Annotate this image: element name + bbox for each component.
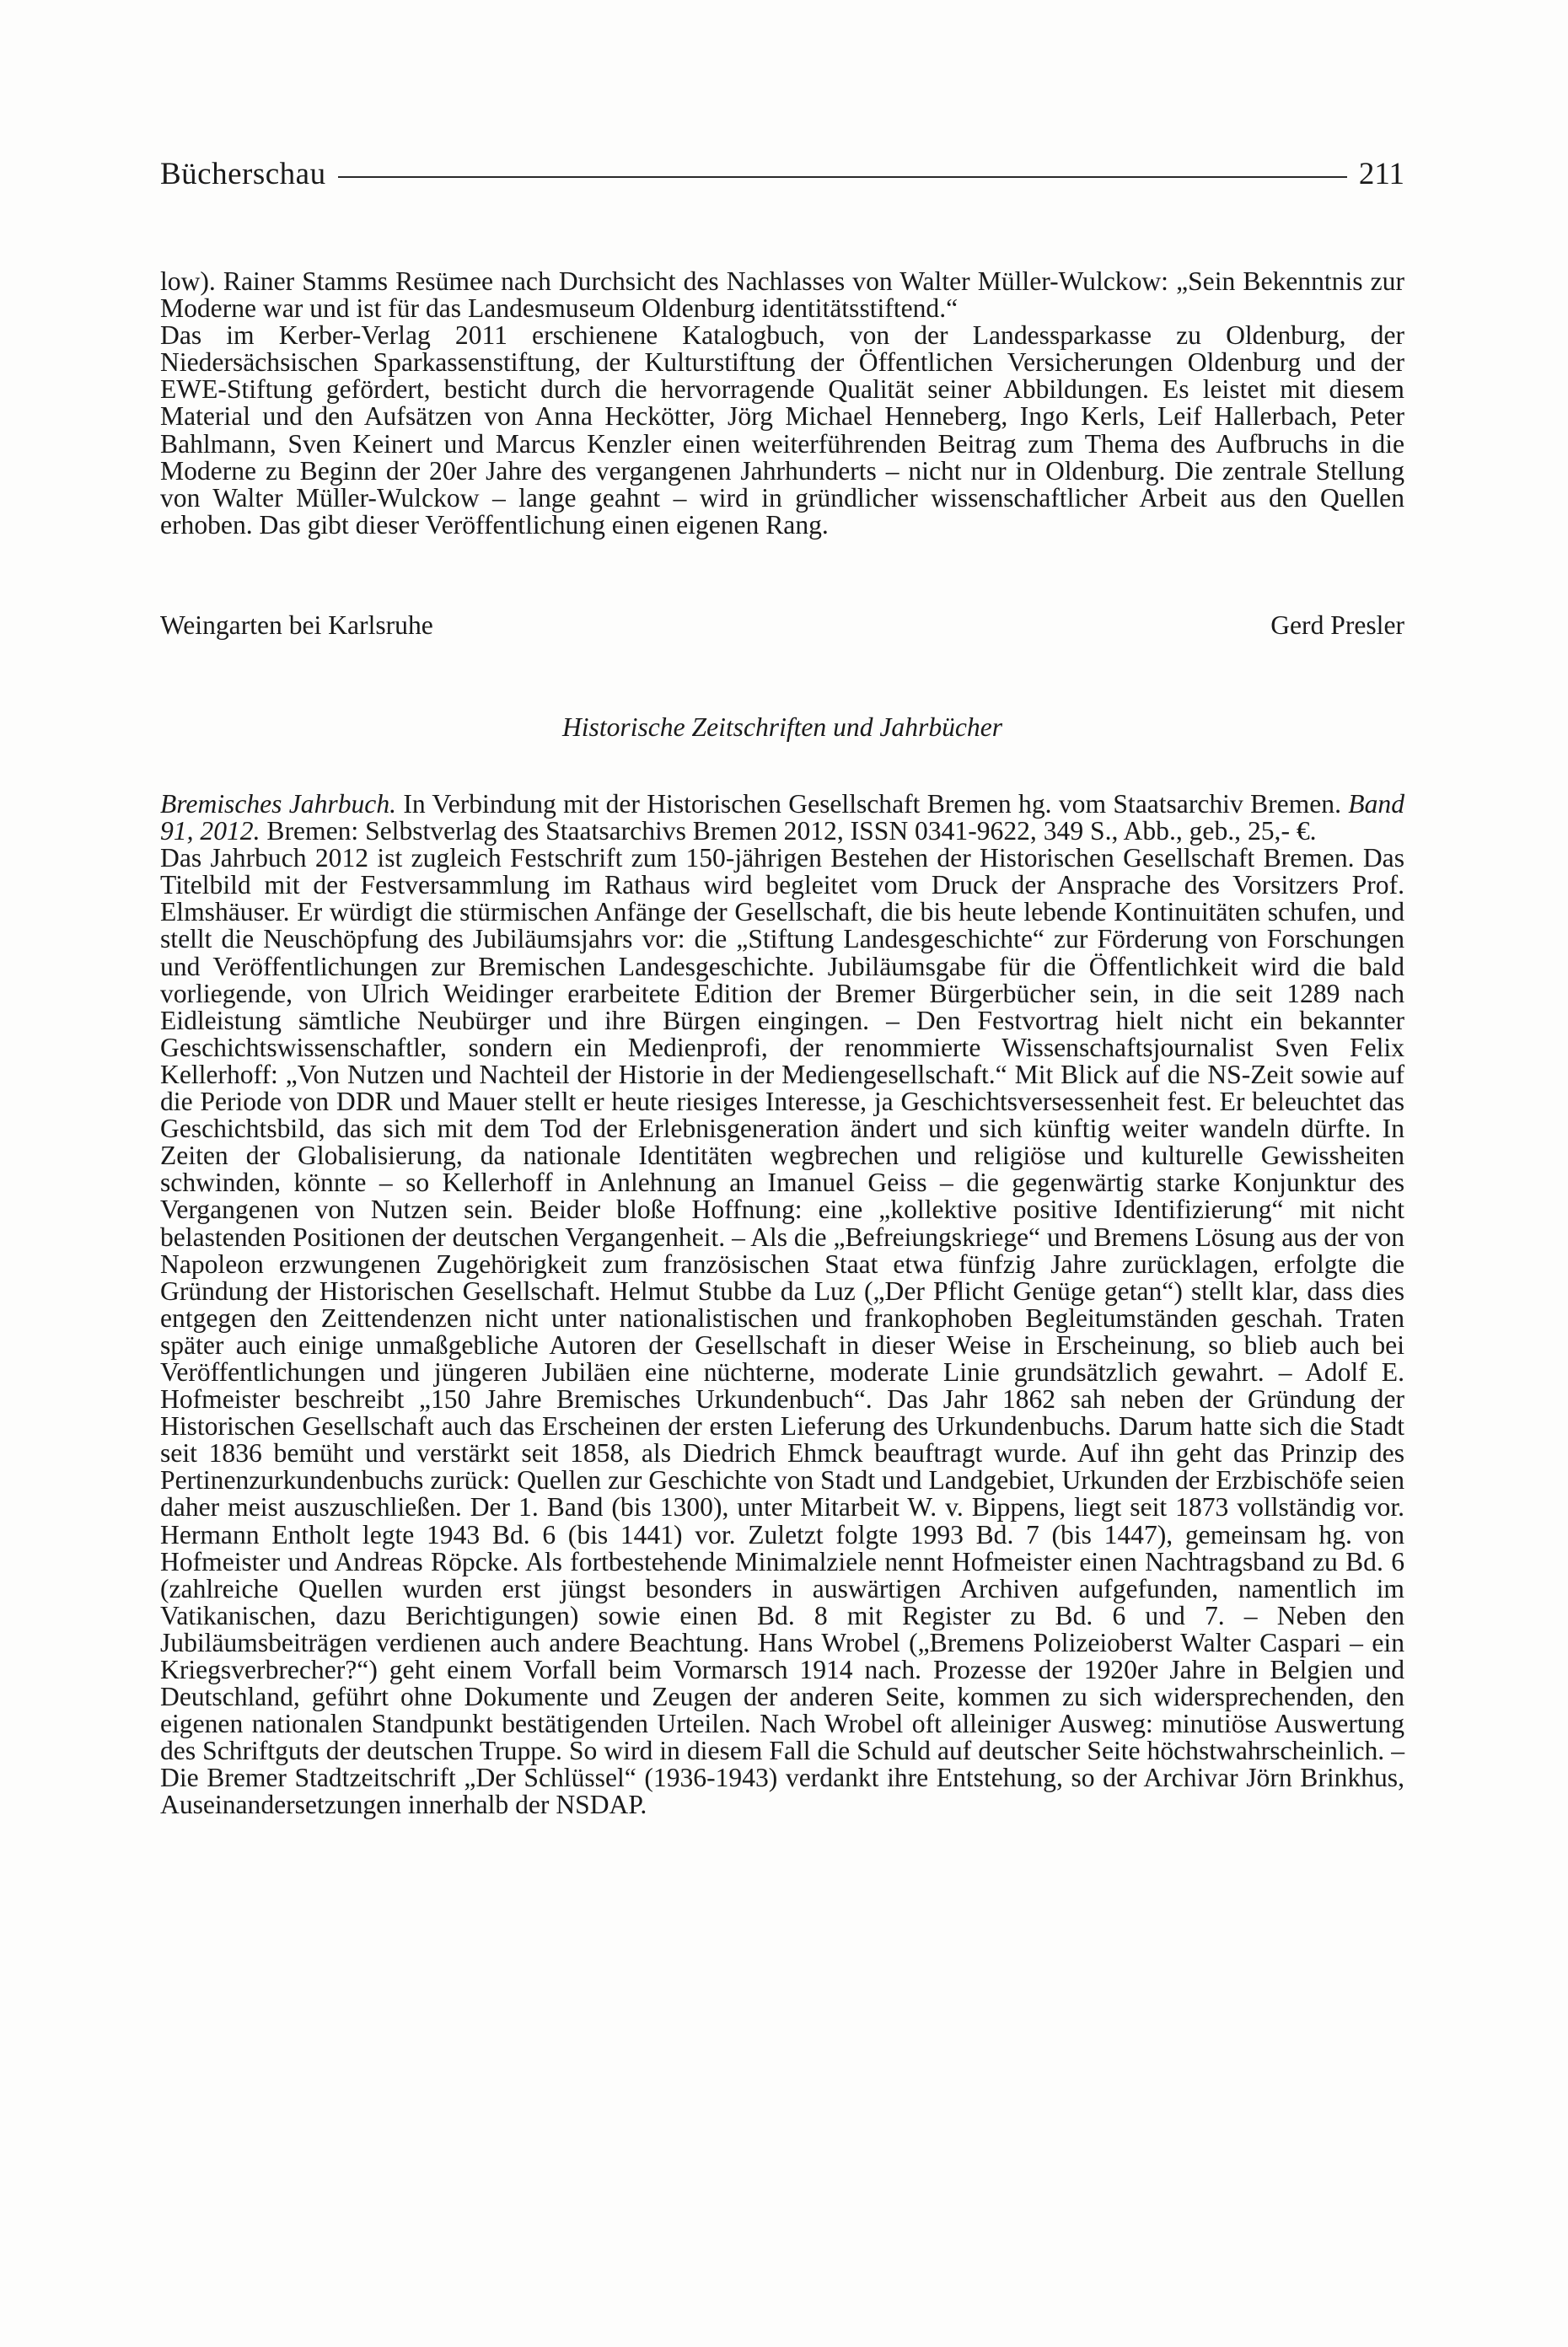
publication-info: Bremen: Selbstverlag des Staatsarchivs Bremen 2012, ISSN 0341-9622, 349 S., Abb., geb., 25,- €.: [260, 816, 1317, 846]
reviewer-name: Gerd Presler: [1270, 610, 1404, 640]
editor-info: In Verbindung mit der Historischen Gesellschaft Bremen hg. vom Staatsarchiv Bremen.: [396, 789, 1349, 819]
paragraph: low). Rainer Stamms Resümee nach Durchsicht des Nachlasses von Walter Müller-Wulckow: „Sein Bekenntnis zur Moderne war und ist für das Landesmuseum Oldenburg identitätsstiftend.“: [160, 266, 1404, 324]
review-muller-wulckow: [160, 268, 1404, 539]
section-title: Bücherschau: [160, 156, 326, 191]
section-heading: Historische Zeitschriften und Jahrbücher: [561, 712, 1003, 742]
bibliographic-entry: [160, 791, 1404, 845]
review-body: Das Jahrbuch 2012 ist zugleich Festschrift zum 150-jährigen Bestehen der Historischen Gesellschaft Bremen. Das Titelbild mit der Festversammlung im Rathaus wird begleitet vom Druck der Ansprache des Vorsitzers Prof. Elmshäuser. Er würdigt die stürmischen Anfänge der Gesellschaft, die bis heute lebende Kontinuitäten schufen, und stellt die Neuschöpfung des Jubiläumsjahrs vor: die „Stiftung Landesgeschichte“ zur Förderung von Forschungen und Veröffentlichungen zur Bremischen Landesgeschichte. Jubiläumsgabe für die Öffentlichkeit wird die bald vorliegende, von Ulrich Weidinger erarbeitete Edition der Bremer Bürgerbücher sein, in die seit 1289 nach Eidleistung sämtliche Neubürger und ihre Bürgen eingingen. – Den Festvortrag hielt nicht ein bekannter Geschichtswissenschaftler, sondern ein Medienprofi, der renommierte Wissenschaftsjournalist Sven Felix Kellerhoff: „Von Nutzen und Nachteil der Historie in der Mediengesellschaft.“ Mit Blick auf die NS-Zeit sowie auf die Periode von DDR und Mauer stellt er heute riesiges Interesse, ja Geschichtsversessenheit fest. Er beleuchtet das Geschichtsbild, das sich mit dem Tod der Erlebnisgeneration ändert und sich künftig weiter wandeln dürfte. In Zeiten der Globalisierung, da nationale Identitäten wegbrechen und religiöse und kulturelle Gewissheiten schwinden, könnte – so Kellerhoff in Anlehnung an Imanuel Geiss – die gegenwärtig starke Konjunktur des Vergangenen von Nutzen sein. Beider bloße Hoffnung: eine „kollektive positive Identifizierung“ mit nicht belastenden Positionen der deutschen Vergangenheit. – Als die „Befreiungskriege“ und Bremens Lösung aus der von Napoleon erzwungenen Zugehörigkeit zum französischen Staat etwa fünfzig Jahre zurücklagen, erfolgte die Gründung der Historischen Gesellschaft. Helmut Stubbe da Luz („Der Pflicht Genüge getan“) stellt klar, dass dies entgegen den Zeittendenzen nicht unter nationalistischen und frankophoben Begleitumständen geschah. Traten später auch einige unmaßgebliche Autoren der Gesellschaft in dieser Weise in Erscheinung, so blieb auch bei Veröffentlichungen und jüngeren Jubiläen eine nüchterne, moderate Linie grundsätzlich gewahrt. – Adolf E. Hofmeister beschreibt „150 Jahre Bremisches Urkundenbuch“. Das Jahr 1862 sah neben der Gründung der Historischen Gesellschaft auch das Erscheinen der ersten Lieferung des Urkundenbuchs. Darum hatte sich die Stadt seit 1836 bemüht und verstärkt seit 1858, als Diedrich Ehmck beauftragt wurde. Auf ihn geht das Prinzip des Pertinenzurkundenbuchs zurück: Quellen zur Geschichte von Stadt und Landgebiet, Urkunden der Erzbischöfe seien daher meist auszuschließen. Der 1. Band (bis 1300), unter Mitarbeit W. v. Bippens, liegt seit 1873 vollständig vor. Hermann Entholt legte 1943 Bd. 6 (bis 1441) vor. Zuletzt folgte 1993 Bd. 7 (bis 1447), gemeinsam hg. von Hofmeister und Andreas Röpcke. Als fortbestehende Minimalziele nennt Hofmeister einen Nachtragsband zu Bd. 6 (zahlreiche Quellen wurden erst jüngst besonders in auswärtigen Archiven aufgefunden, namentlich im Vatikanischen, dazu Berichtigungen) sowie einen Bd. 8 mit Register zu Bd. 6 und 7. – Neben den Jubiläumsbeiträgen verdienen auch andere Beachtung. Hans Wrobel („Bremens Polizeioberst Walter Caspari – ein Kriegsverbrecher?“) geht einem Vorfall beim Vormarsch 1914 nach. Prozesse der 1920er Jahre in Belgien und Deutschland, geführt ohne Dokumente und Zeugen der anderen Seite, kommen zu sich widersprechenden, den eigenen nationalen Standpunkt bestätigenden Urteilen. Nach Wrobel oft alleiniger Ausweg: minutiöse Auswertung des Schriftguts der deutschen Truppe. So wird in diesem Fall die Schuld auf deutscher Seite höchstwahrscheinlich. – Die Bremer Stadtzeitschrift „Der Schlüssel“ (1936-1943) verdankt ihre Entstehung, so der Archivar Jörn Brinkhus, Auseinandersetzungen innerhalb der NSDAP.: [160, 843, 1404, 1820]
reviewer-place: Weingarten bei Karlsruhe: [160, 610, 433, 640]
book-title: Bremisches Jahrbuch.: [160, 789, 397, 819]
review-signature: [160, 612, 1404, 639]
header-rule: [338, 176, 1347, 178]
running-header: [160, 150, 1404, 197]
page-number: 211: [1358, 156, 1404, 191]
review-bremisches-jahrbuch: [160, 791, 1404, 1819]
paragraph: Das im Kerber-Verlag 2011 erschienene Katalogbuch, von der Landessparkasse zu Oldenburg, der Niedersächsischen Sparkassenstiftung, der Kulturstiftung der Öffentlichen Versicherungen Oldenburg und der EWE-Stiftung gefördert, besticht durch die hervorragende Qualität seiner Abbildungen. Es leistet mit diesem Material und den Aufsätzen von Anna Heckötter, Jörg Michael Henneberg, Ingo Kerls, Leif Hallerbach, Peter Bahlmann, Sven Keinert und Marcus Kenzler einen weiterführenden Beitrag zum Thema des Aufbruchs in die Moderne zu Beginn der 20er Jahre des vergangenen Jahrhunderts – nicht nur in Oldenburg. Die zentrale Stellung von Walter Müller-Wulckow – lange geahnt – wird in gründlicher wissenschaftlicher Arbeit aus den Quellen erhoben. Das gibt dieser Veröffentlichung einen eigenen Rang.: [160, 320, 1404, 540]
volume-info: Band 91, 2012.: [160, 789, 1404, 846]
